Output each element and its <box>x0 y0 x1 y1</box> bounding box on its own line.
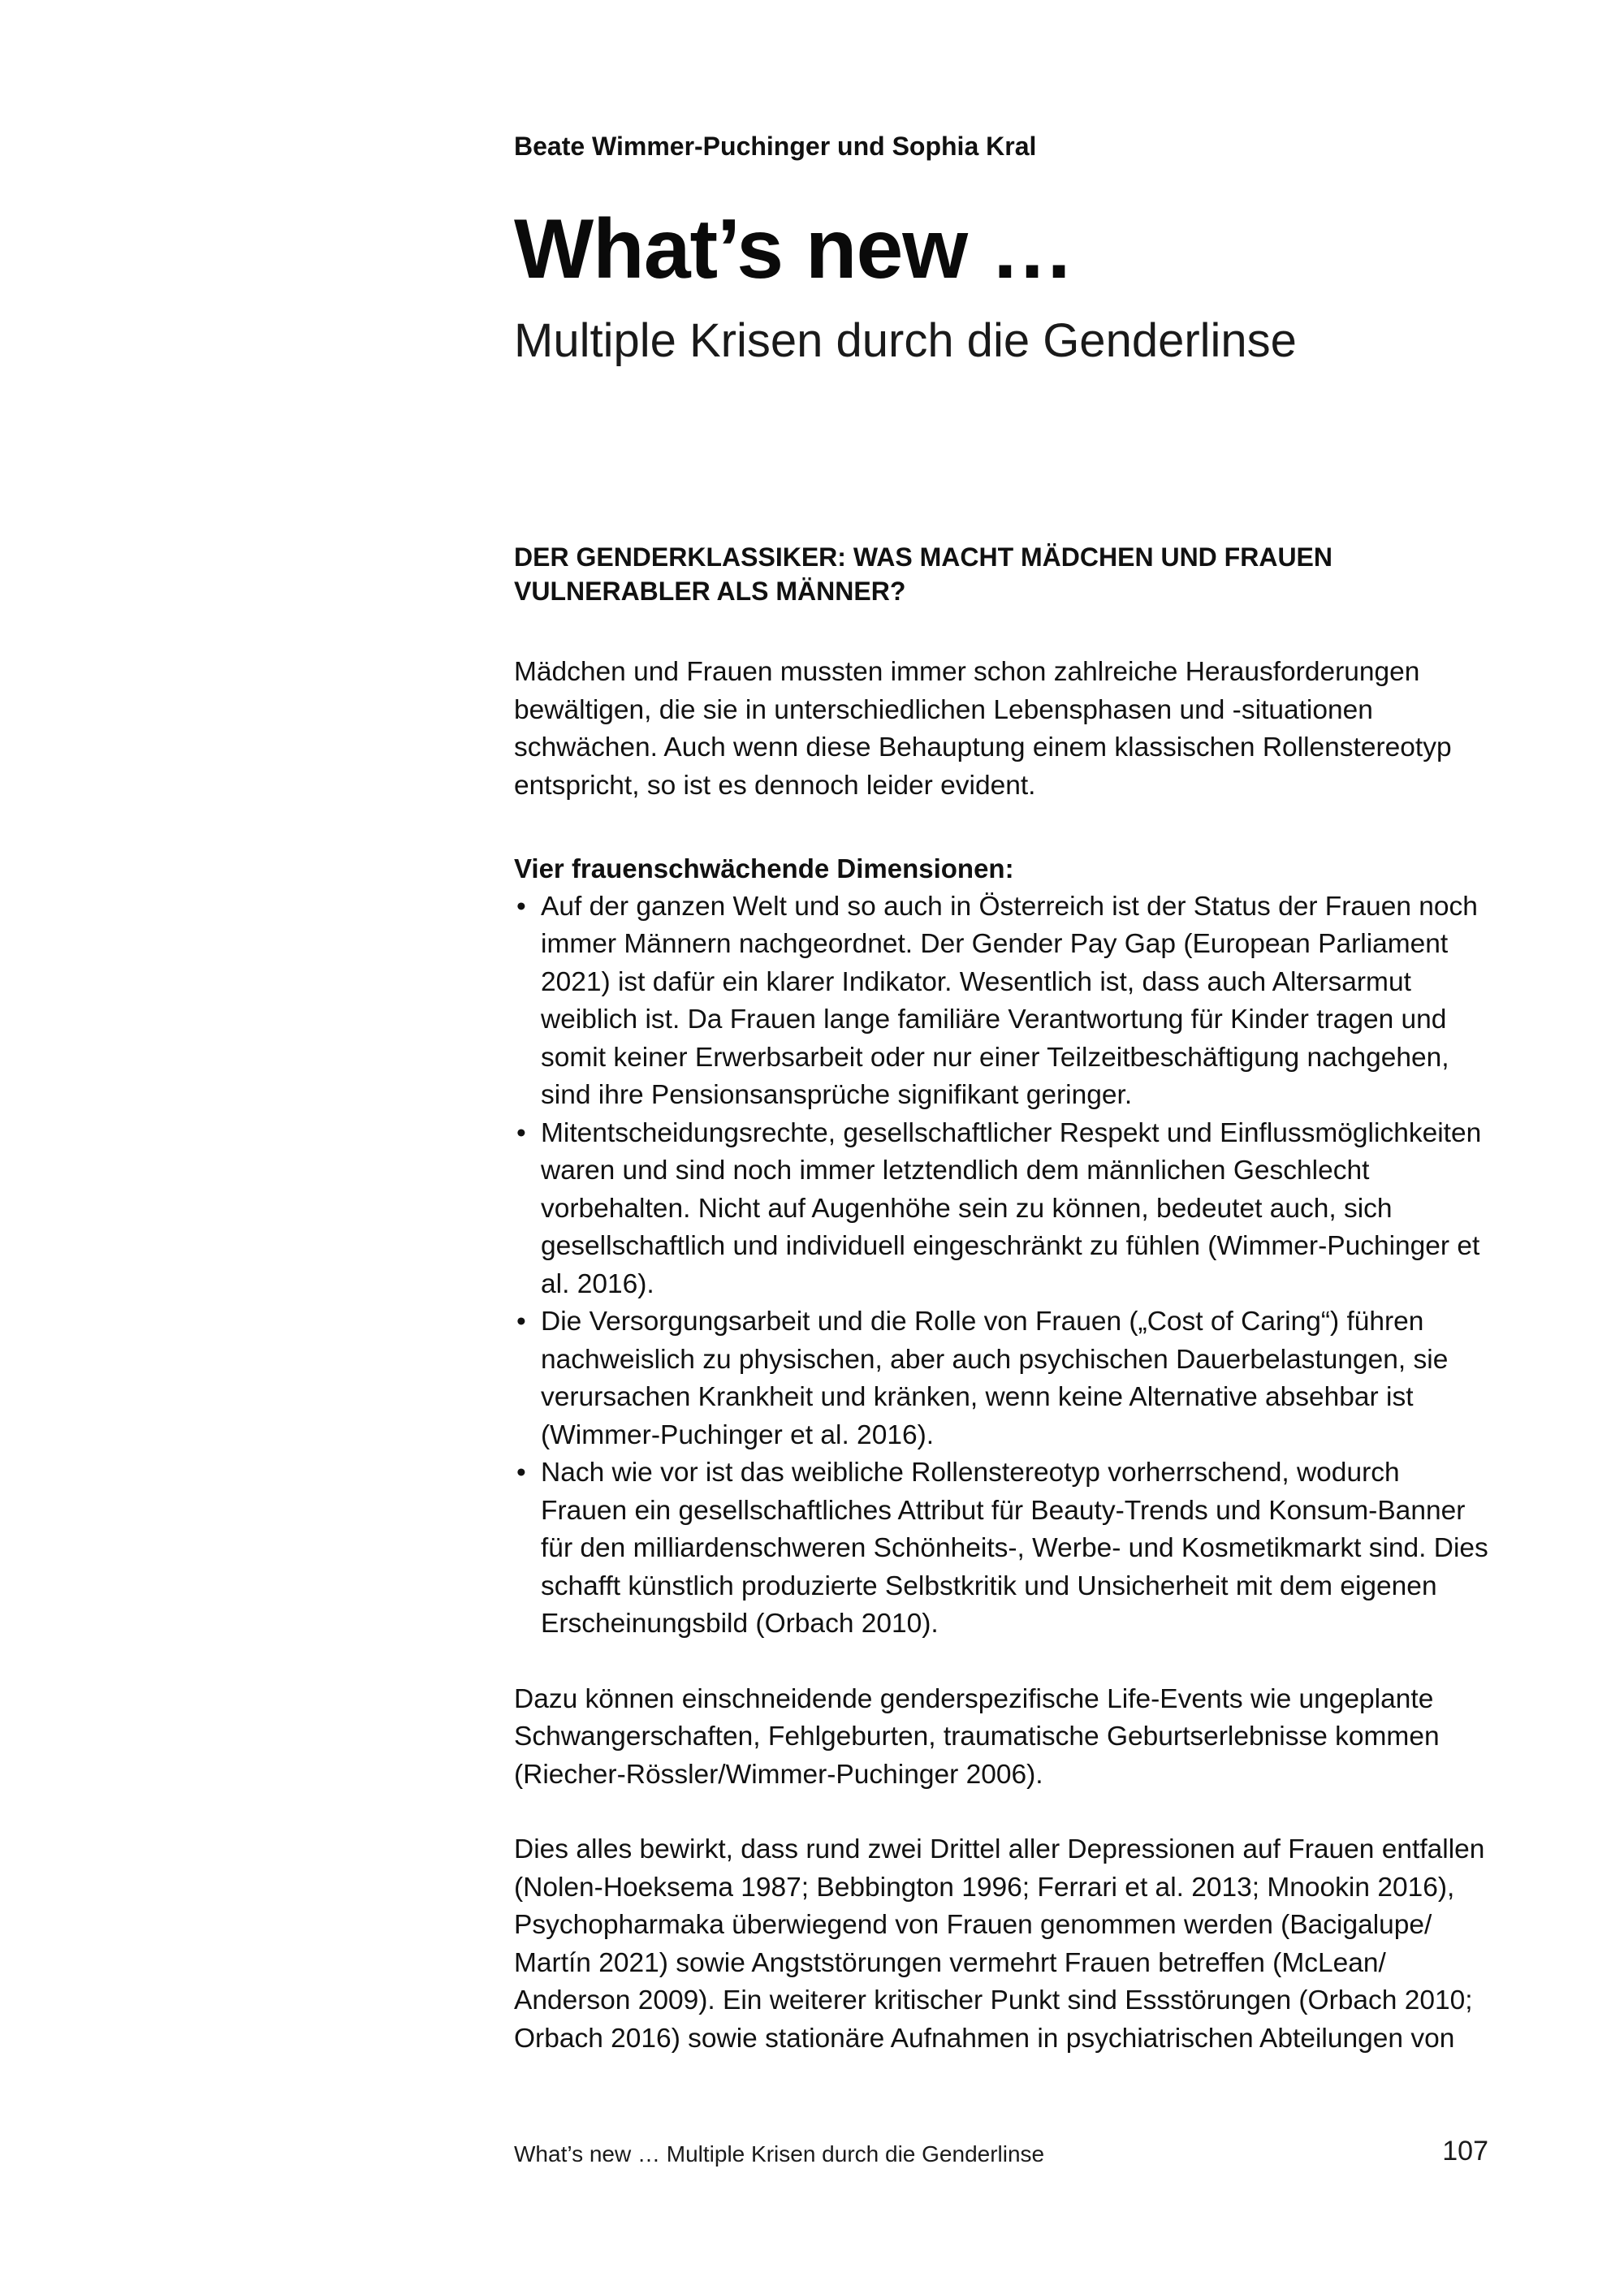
author-line: Beate Wimmer-Puchinger und Sophia Kral <box>514 132 1037 161</box>
bullet-icon: • <box>516 1117 526 1148</box>
list-item <box>514 1303 1488 1454</box>
list-item-text: Nach wie vor ist das weibliche Rollenstereotyp vorherrschend, wodurch Frauen ein gesellschaftliches Attribut für Beauty-Trends und Konsum-Banner für den milliardenschweren Schönheits-, Werbe- und Kosmetikmarkt sind. Dies schafft künstlich produzierte Selbstkritik und Unsicherheit mit dem eigenen Erscheinungsbild (Orbach 2010). <box>541 1458 1488 1639</box>
depression-paragraph: Dies alles bewirkt, dass rund zwei Drittel aller Depressionen auf Frauen entfallen (Nolen-Hoeksema 1987; Bebbington 1996; Ferrari et al. 2013; Mnookin 2016), Psychopharmaka überwiegend von Frauen genommen werden (Bacigalupe/ Martín 2021) sowie Angststörungen vermehrt Frauen betreffen (McLean/ Anderson 2009). Ein weiterer kritischer Punkt sind Essstörungen (Orbach 2010; Orbach 2016) sowie stationäre Aufnahmen in psychiatrischen Abteilungen von <box>514 1834 1485 2054</box>
body-text <box>514 540 1488 2058</box>
list-item <box>514 1454 1488 1644</box>
list-item <box>514 1115 1488 1304</box>
chapter-subtitle: Multiple Krisen durch die Genderlinse <box>514 314 1297 367</box>
list-item-text: Die Versorgungsarbeit und die Rolle von Frauen („Cost of Caring“) führen nachweislich zu physischen, aber auch psychischen Dauerbelastungen, sie verursachen Krankheit und kränken, wenn keine Alternative absehbar ist (Wimmer-Puchinger et al. 2016). <box>541 1307 1449 1450</box>
list-item-text: Auf der ganzen Welt und so auch in Österreich ist der Status der Frauen noch immer Männern nachgeordnet. Der Gender Pay Gap (European Parliament 2021) ist dafür ein klarer Indikator. Wesentlich ist, dass auch Altersarmut weiblich ist. Da Frauen lange familiäre Verantwortung für Kinder tragen und somit keiner Erwerbsarbeit oder nur einer Teilzeitbeschäftigung nachgehen, sind ihre Pensionsansprüche signifikant geringer. <box>541 891 1478 1110</box>
list-item <box>514 888 1488 1115</box>
bullet-icon: • <box>516 1458 526 1488</box>
intro-paragraph: Mädchen und Frauen mussten immer schon zahlreiche Herausforderungen bewältigen, die sie in unterschiedlichen Lebensphasen und -situationen schwächen. Auch wenn diese Behauptung einem klassischen Rollenstereotyp entspricht, so ist es dennoch leider evident. <box>514 657 1452 801</box>
list-item-text: Mitentscheidungsrechte, gesellschaftlicher Respekt und Einflussmöglichkeiten waren und sind noch immer letztendlich dem männlichen Geschlecht vorbehalten. Nicht auf Augenhöhe sein zu können, bedeutet auch, sich gesellschaftlich und individuell eingeschränkt zu fühlen (Wimmer-Puchinger et al. 2016). <box>541 1117 1482 1299</box>
section-heading: DER GENDERKLASSIKER: WAS MACHT MÄDCHEN UND FRAUEN VULNERABLER ALS MÄNNER? <box>514 542 1332 606</box>
dimensions-heading: Vier frauenschwächende Dimensionen: <box>514 853 1014 883</box>
page-number: 107 <box>1442 2136 1488 2167</box>
bullet-icon: • <box>516 1307 526 1337</box>
dimensions-list <box>514 888 1488 1644</box>
life-events-paragraph: Dazu können einschneidende genderspezifische Life-Events wie ungeplante Schwangerschaften, Fehlgeburten, traumatische Geburtserlebnisse kommen (Riecher-Rössler/Wimmer-Puchinger 2006). <box>514 1683 1440 1790</box>
bullet-icon: • <box>516 891 526 922</box>
page-footer <box>514 2133 1488 2174</box>
running-title: What’s new … Multiple Krisen durch die Genderlinse <box>514 2141 1045 2167</box>
chapter-title: What’s new … <box>514 202 1074 296</box>
